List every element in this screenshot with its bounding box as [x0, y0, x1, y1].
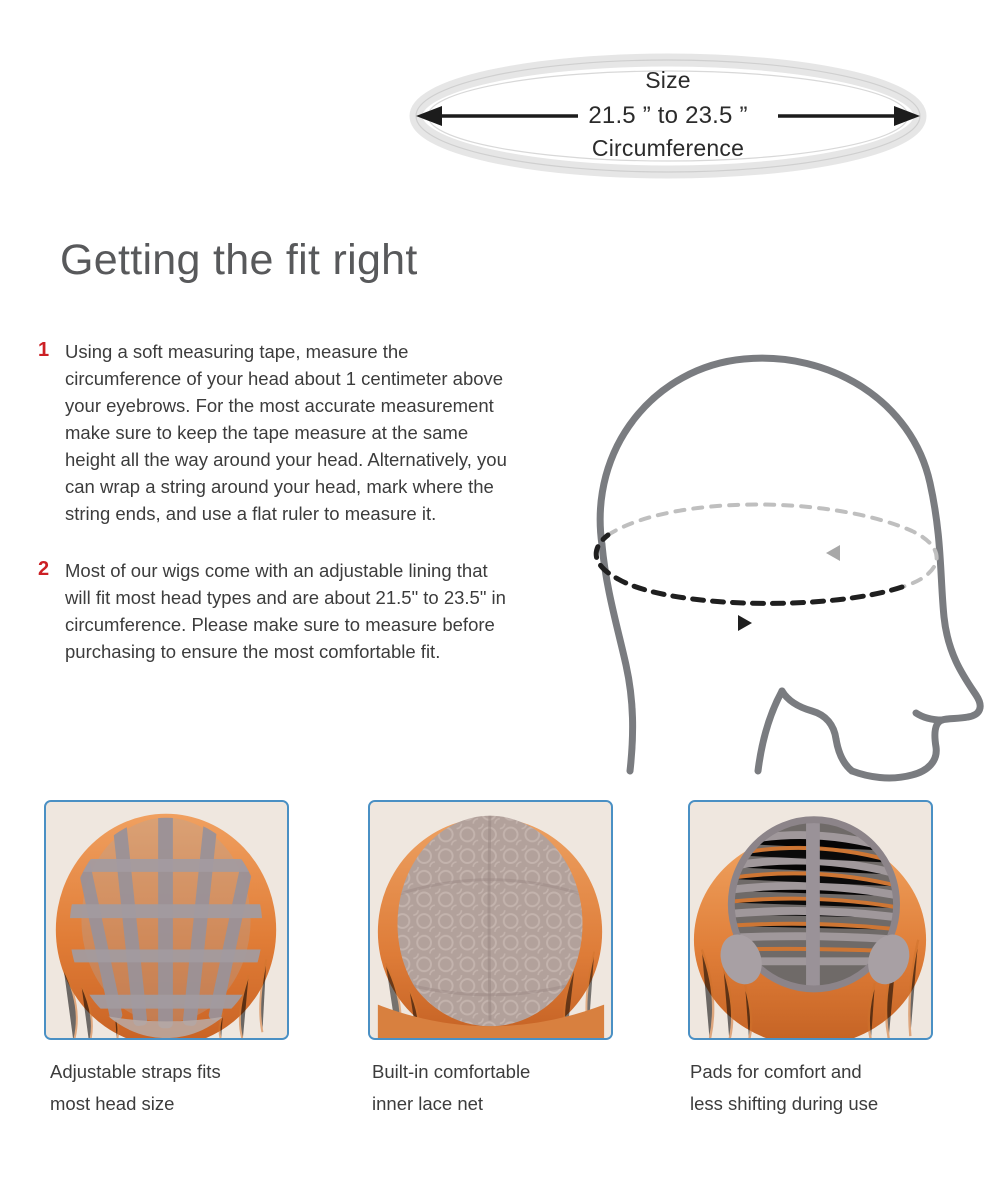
head-profile-svg — [530, 215, 1000, 785]
feature-caption — [688, 1056, 933, 1120]
feature-cards — [0, 800, 1000, 1140]
step-text: Using a soft measuring tape, measure the circumference of your head about 1 centimeter above your eyebrows. For the most accurate measurement make sure to keep the tape measure at the same height all the way around your head. Alternatively, you can wrap a string around your head, mark where the string ends, and use a flat ruler to measure it. — [65, 341, 507, 524]
size-band-ellipse — [408, 52, 928, 180]
dash-arrow-back — [826, 545, 840, 561]
dashed-line-back — [608, 504, 937, 587]
feature-caption — [44, 1056, 289, 1120]
instruction-step-2 — [33, 557, 513, 665]
feature-caption — [368, 1056, 613, 1120]
feature-caption-line1: Adjustable straps fits — [50, 1061, 221, 1082]
page-title: Getting the fit right — [60, 236, 418, 284]
wig-cap-image-comfort-pads — [688, 800, 933, 1040]
instruction-step-1 — [33, 338, 513, 527]
wig-cap-image-adjustable-straps — [44, 800, 289, 1040]
feature-caption-line1: Built-in comfortable — [372, 1061, 531, 1082]
step-number: 2 — [38, 558, 50, 580]
feature-caption-line2: less shifting during use — [690, 1093, 879, 1114]
size-range: 21.5 ” to 23.5 ” — [588, 102, 748, 129]
step-text: Most of our wigs come with an adjustable lining that will fit most head types and are about 21.5" to 23.5" in circumference. Please make sure to measure before purchasing to ensure the most comfortable fit. — [65, 560, 506, 662]
wig-cap-image-inner-lace-net — [368, 800, 613, 1040]
wig-art-3 — [690, 802, 931, 1038]
wig-art-2 — [370, 802, 611, 1038]
instruction-list — [33, 338, 513, 695]
dash-arrow-front — [738, 615, 752, 631]
size-band — [408, 52, 928, 180]
feature-caption-line2: most head size — [50, 1093, 175, 1114]
step-number: 1 — [38, 339, 50, 361]
feature-card — [688, 800, 933, 1120]
wig-art-1 — [46, 802, 287, 1038]
feature-card — [368, 800, 613, 1120]
head-measurement-diagram — [530, 215, 1000, 785]
size-unit: Circumference — [591, 135, 745, 161]
feature-card — [44, 800, 289, 1120]
feature-caption-line2: inner lace net — [372, 1093, 484, 1114]
dashed-line-front — [596, 535, 902, 603]
feature-caption-line1: Pads for comfort and — [690, 1061, 862, 1082]
size-label: Size — [645, 67, 691, 93]
